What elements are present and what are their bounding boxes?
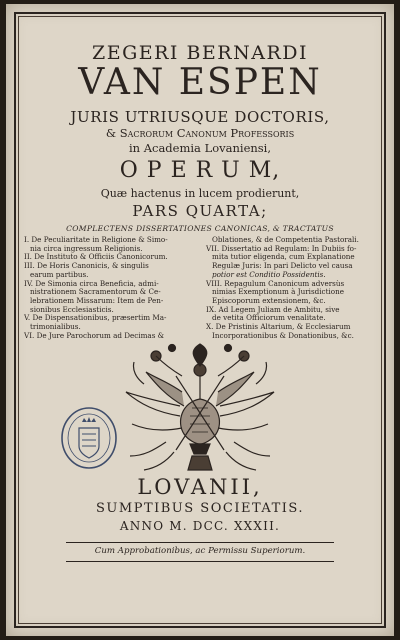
author-degree: JURIS UTRIUSQUE DOCTORIS, — [70, 108, 330, 126]
title-page — [6, 4, 394, 636]
author-surname: VAN ESPEN — [78, 62, 322, 103]
contents-heading: COMPLECTENS DISSERTATIONES CANONICAS, & TRACTATUS — [66, 224, 334, 233]
library-stamp — [60, 406, 118, 470]
author-first-names: ZEGERI BERNARDI — [92, 42, 308, 64]
contents-line: de vetita Officiorum venalitate. — [212, 313, 326, 323]
contents-line: nimias Exemptionum à Jurisdictione — [212, 287, 344, 297]
contents-line: Regulæ Juris: In pari Delicto vel causa — [212, 261, 353, 271]
privilege-line: Cum Approbationibus, ac Permissu Superiorum. — [94, 546, 306, 556]
contents-line: Episcoporum extensionem, &c. — [212, 295, 326, 305]
contents-line: IX. Ad Legem Juliam de Ambitu, sive — [206, 304, 340, 314]
contents-line: IV. De Simonia circa Beneficia, admi- — [24, 278, 159, 288]
imprint-city: LOVANII, — [137, 475, 263, 499]
author-academy: in Academia Lovaniensi, — [128, 141, 272, 155]
imprint-year: ANNO M. DCC. XXXII. — [119, 519, 281, 533]
imprint-publisher: SUMPTIBUS SOCIETATIS. — [96, 501, 304, 516]
contents-line: III. De Horis Canonicis, & singulis — [24, 261, 149, 271]
contents-line: Oblationes, & de Competentia Pastorali. — [212, 235, 359, 244]
contents-line: potior est Conditio Possidentis. — [212, 269, 326, 279]
rule-above-privilege — [66, 542, 334, 543]
contents-line: VI. De Jure Parochorum ad Decimas & — [24, 330, 165, 340]
contents-line: lebrationem Missarum: Item de Pen- — [30, 295, 164, 305]
contents-line: Incorporationibus & Donationibus, &c. — [212, 330, 354, 340]
contents-line: VIII. Repagulum Canonicum adversùs — [206, 278, 345, 288]
work-title: O P E R U M, — [119, 158, 281, 183]
author-profession: & Sacrorum Canonum Professoris — [105, 126, 295, 140]
part-title: PARS QUARTA; — [132, 202, 268, 220]
edition-note: Quæ hactenus in lucem prodierunt, — [100, 187, 300, 200]
contents-line: VII. Dissertatio ad Regulam: In Dubiis fo- — [206, 243, 357, 253]
contents-line: II. De Instituto & Officiis Canonicorum. — [24, 252, 168, 262]
contents-line: I. De Peculiaritate in Religione & Simo- — [24, 235, 168, 244]
contents-line: nistrationem Sacramentorum & Ce- — [30, 287, 161, 297]
rule-below-privilege — [66, 561, 334, 562]
contents-line: sionibus Ecclesiasticis. — [30, 304, 114, 314]
contents-line: nia circa ingressum Religionis. — [30, 243, 143, 253]
contents-line: V. De Dispensationibus, præsertim Ma- — [24, 313, 167, 323]
contents-line: trimonialibus. — [30, 322, 81, 332]
contents-line: mita tutior eligenda, cum Explanatione — [212, 252, 355, 262]
contents-line: earum partibus. — [30, 269, 89, 279]
contents-line: X. De Pristinis Altarium, & Ecclesiarum — [206, 322, 351, 332]
